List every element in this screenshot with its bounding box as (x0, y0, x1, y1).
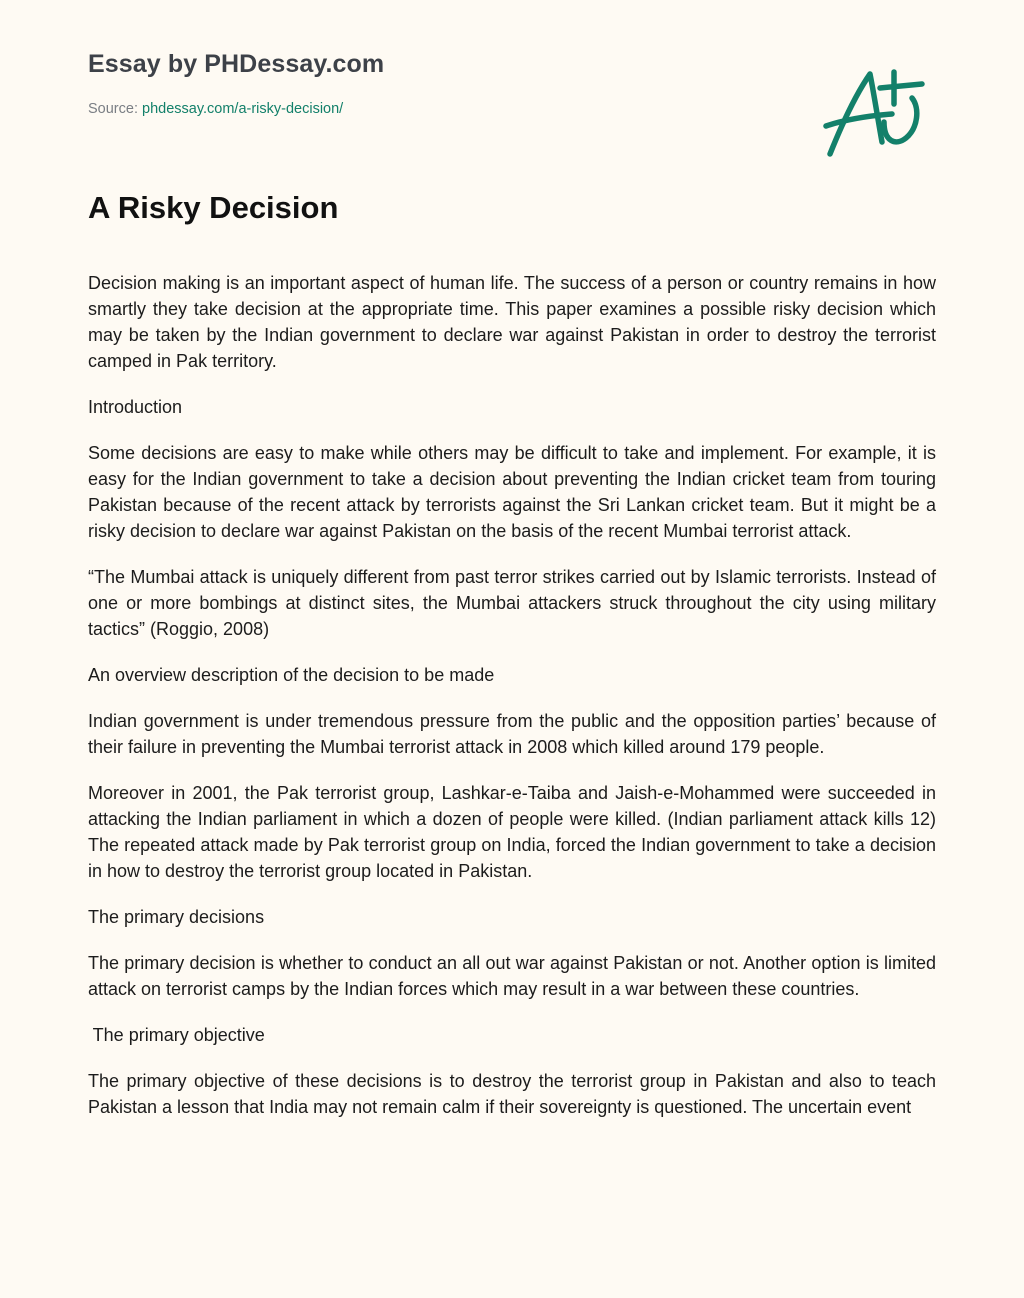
source-link[interactable]: phdessay.com/a-risky-decision/ (142, 101, 344, 117)
section-heading: The primary decisions (88, 907, 265, 927)
paragraph: Moreover in 2001, the Pak terrorist group, Lashkar-e-Taiba and Jaish-e-Mohammed were succeeded in attacking the Indian parliament in which a dozen of people were killed. (Indian parliament attack kills 12) The repeated attack made by Pak terrorist group on India, forced the Indian government to take a decision in how to destroy the terrorist group located in Pakistan. (88, 783, 936, 881)
paragraph: The primary objective of these decisions is to destroy the terrorist group in Pakistan and also to teach Pakistan a lesson that India may not remain calm if their sovereignty is questioned. The uncertain event (88, 1071, 936, 1117)
paragraph: Some decisions are easy to make while others may be difficult to take and implement. For example, it is easy for the Indian government to take a decision about preventing the Indian cricket team from touring Pakistan because of the recent attack by terrorists against the Sri Lankan cricket team. But it might be a risky decision to declare war against Pakistan on the basis of the recent Mumbai terrorist attack. (88, 443, 936, 541)
paragraph: Indian government is under tremendous pressure from the public and the opposition parties’ because of their failure in preventing the Mumbai terrorist attack in 2008 which killed around 179 people. (88, 711, 936, 757)
source-label: Source: (88, 101, 142, 117)
source-line (88, 101, 343, 117)
a-plus-grade-icon (822, 64, 932, 164)
essay-title: A Risky Decision (88, 190, 339, 225)
section-heading: The primary objective (88, 1025, 265, 1045)
section-heading: An overview description of the decision to be made (88, 665, 495, 685)
paragraph: The primary decision is whether to conduct an all out war against Pakistan or not. Another option is limited attack on terrorist camps by the Indian forces which may result in a war between these countries. (88, 953, 936, 999)
section-heading: Introduction (88, 397, 183, 417)
paragraph: Decision making is an important aspect of human life. The success of a person or country remains in how smartly they take decision at the appropriate time. This paper examines a possible risky decision which may be taken by the Indian government to declare war against Pakistan in order to destroy the terrorist camped in Pak territory. (88, 273, 936, 371)
essay-body (88, 270, 936, 1140)
quote-paragraph: “The Mumbai attack is uniquely different from past terror strikes carried out by Islamic terrorists. Instead of one or more bombings at distinct sites, the Mumbai attackers struck throughout the city using military tactics” (Roggio, 2008) (88, 567, 936, 639)
site-brand: Essay by PHDessay.com (88, 50, 385, 78)
